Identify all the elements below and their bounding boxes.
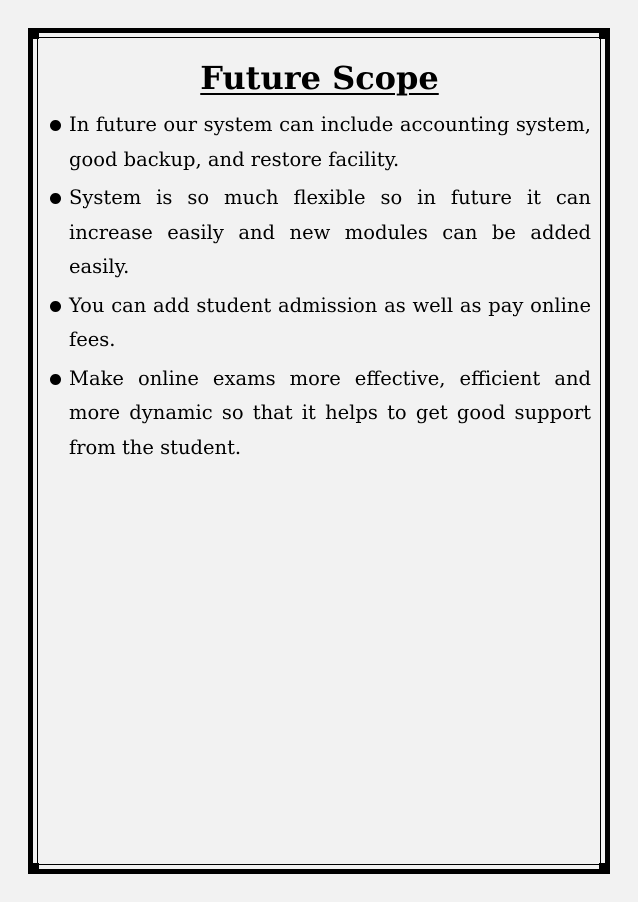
page-content xyxy=(48,52,591,469)
border-corner-top-left xyxy=(28,28,39,39)
bullet-icon xyxy=(50,193,61,204)
bullet-item xyxy=(48,289,591,358)
bullet-text: System is so much flexible so in future it can increase easily and new modules can be added easily. xyxy=(69,186,591,278)
border-corner-bottom-left xyxy=(28,863,39,874)
bullet-icon xyxy=(50,374,61,385)
border-corner-bottom-right xyxy=(599,863,610,874)
border-corner-top-right xyxy=(599,28,610,39)
page-title: Future Scope xyxy=(200,59,439,97)
bullet-list xyxy=(48,108,591,465)
bullet-item xyxy=(48,108,591,177)
bullet-text: Make online exams more effective, efficient and more dynamic so that it helps to get good support from the student. xyxy=(69,366,591,459)
bullet-text: In future our system can include accounting system, good backup, and restore facility. xyxy=(69,113,591,171)
bullet-text: You can add student admission as well as pay online fees. xyxy=(69,293,591,351)
bullet-item xyxy=(48,362,591,466)
bullet-item xyxy=(48,181,591,285)
bullet-icon xyxy=(50,120,61,131)
bullet-icon xyxy=(50,301,61,312)
